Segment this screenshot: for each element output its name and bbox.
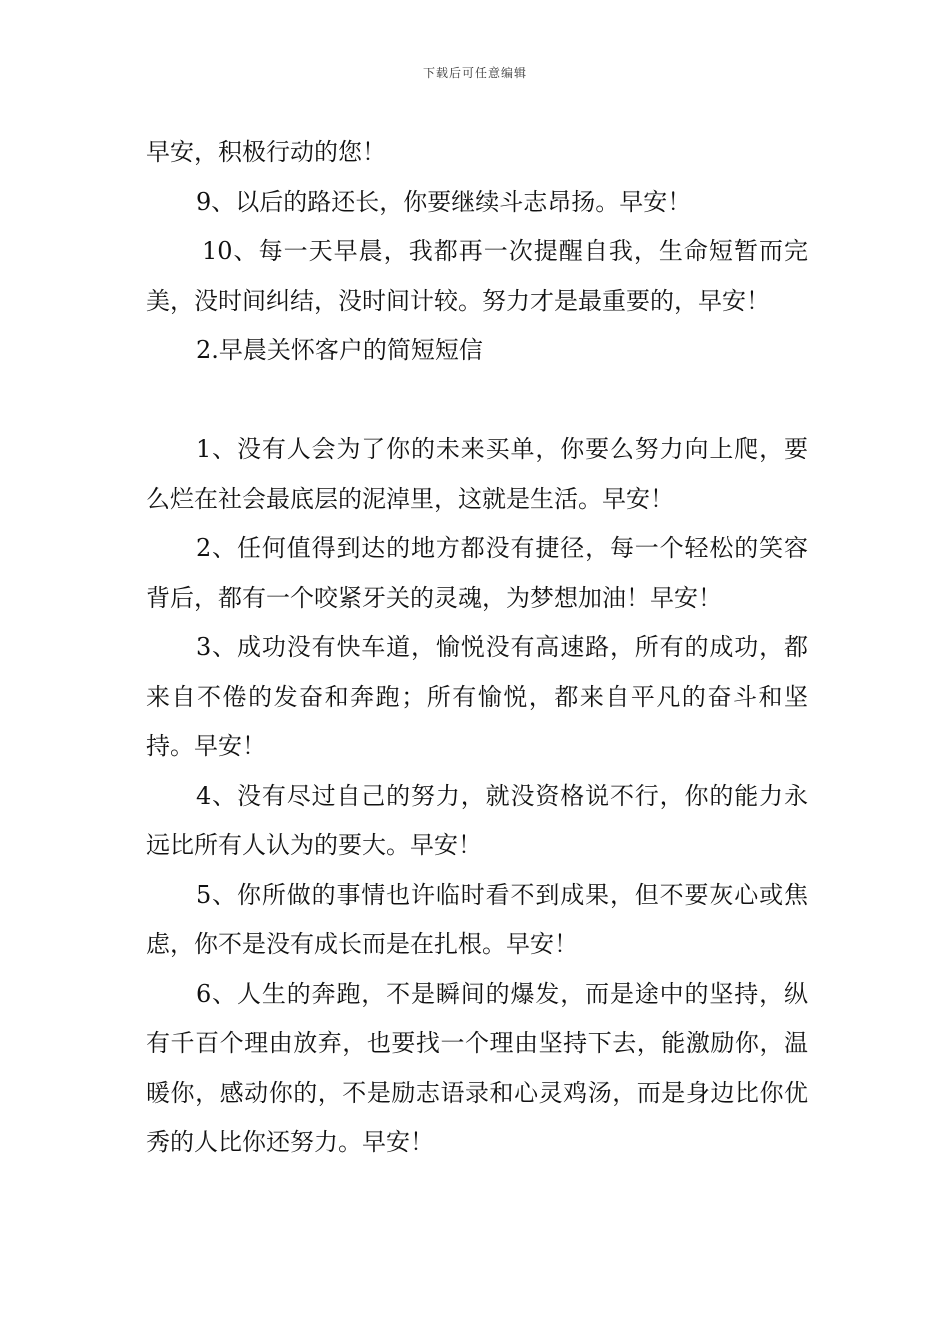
message-item-3: 3、成功没有快车道，愉悦没有高速路，所有的成功，都来自不倦的发奋和奔跑；所有愉悦，都来自平凡的奋斗和坚持。早安！ bbox=[146, 633, 808, 760]
section-title: 2.早晨关怀客户的简短短信 bbox=[196, 336, 483, 364]
paragraph-item-10: 10、每一天早晨，我都再一次提醒自我，生命短暂而完美，没时间纠结，没时间计较。努力才是最重要的，早安！ bbox=[146, 237, 808, 315]
document-body bbox=[146, 128, 808, 1168]
message-item-2: 2、任何值得到达的地方都没有捷径，每一个轻松的笑容背后，都有一个咬紧牙关的灵魂，为梦想加油！早安！ bbox=[146, 534, 808, 612]
message-item-5: 5、你所做的事情也许临时看不到成果，但不要灰心或焦虑，你不是没有成长而是在扎根。早安！ bbox=[146, 880, 808, 958]
blank-line bbox=[146, 376, 808, 426]
paragraph-item-9: 9、以后的路还长，你要继续斗志昂扬。早安！ bbox=[196, 187, 692, 216]
page-header-note: 下载后可任意编辑 bbox=[422, 66, 527, 80]
paragraph-greeting: 早安，积极行动的您！ bbox=[146, 138, 386, 166]
message-item-1: 1、没有人会为了你的未来买单，你要么努力向上爬，要么烂在社会最底层的泥淖里，这就是生活。早安！ bbox=[146, 435, 808, 513]
message-item-6: 6、人生的奔跑，不是瞬间的爆发，而是途中的坚持，纵有千百个理由放弃，也要找一个理由坚持下去，能激励你，温暖你，感动你的，不是励志语录和心灵鸡汤，而是身边比你优秀的人比你还努力。早安！ bbox=[146, 979, 808, 1156]
message-item-4: 4、没有尽过自己的努力，就没资格说不行，你的能力永远比所有人认为的要大。早安！ bbox=[146, 781, 808, 859]
